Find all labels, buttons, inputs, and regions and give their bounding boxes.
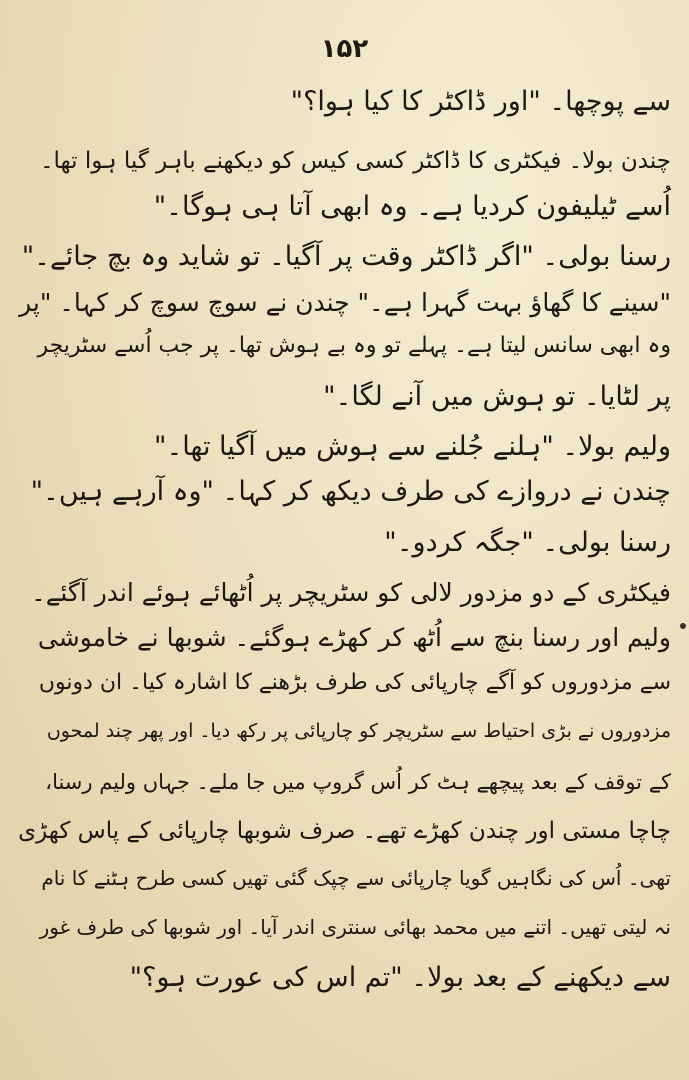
text-line-12: ولیم اور رسنا بنچ سے اُٹھ کر کھڑے ہوگئے۔ شوبھا نے خاموشی <box>37 623 671 652</box>
text-line-16: چاچا مستی اور چندن کھڑے تھے۔ صرف شوبھا چارپائی کے پاس کھڑی <box>18 818 671 844</box>
text-line-7: پر لٹایا۔ تو ہوش میں آنے لگا۔" <box>323 381 671 412</box>
text-line-11: فیکٹری کے دو مزدور لالی کو سٹریچر پر اُٹھائے ہوئے اندر آگئے۔ <box>31 578 671 607</box>
text-line-15: کے توقف کے بعد پیچھے ہٹ کر اُس گروپ میں جا ملے۔ جہاں ولیم رسنا، <box>45 770 671 794</box>
ink-speck <box>680 623 686 629</box>
text-line-5: "سینے کا گھاؤ بہت گہرا ہے۔" چندن نے سوچ سوچ کر کہا۔ "پر <box>19 288 671 317</box>
page-number: ۱۵۲ <box>320 34 369 64</box>
text-line-14: مزدوروں نے بڑی احتیاط سے سٹریچر کو چارپائی پر رکھ دیا۔ اور پھر چند لمحوں <box>46 720 671 742</box>
text-line-13: سے مزدوروں کو آگے چارپائی کی طرف بڑھنے کا اشارہ کیا۔ ان دونوں <box>38 670 671 695</box>
text-line-1: سے پوچھا۔ "اور ڈاکٹر کا کیا ہوا؟" <box>290 86 671 117</box>
text-line-19: سے دیکھنے کے بعد بولا۔ "تم اس کی عورت ہو؟" <box>129 962 671 993</box>
text-line-6: وہ ابھی سانس لیتا ہے۔ پہلے تو وہ بے ہوش تھا۔ پر جب اُسے سٹریچر <box>37 333 671 358</box>
text-line-8: ولیم بولا۔ "ہلنے جُلنے سے ہوش میں آگیا تھا۔" <box>154 431 671 462</box>
text-line-18: نہ لیتی تھیں۔ اتنے میں محمد بھائی سنتری اندر آیا۔ اور شوبھا کی طرف غور <box>39 915 671 939</box>
text-line-4: رسنا بولی۔ "اگر ڈاکٹر وقت پر آگیا۔ تو شاید وہ بچ جائے۔" <box>21 241 671 272</box>
text-line-9: چندن نے دروازے کی طرف دیکھ کر کہا۔ "وہ آرہے ہیں۔" <box>30 476 671 507</box>
text-line-17: تھی۔ اُس کی نگاہیں گویا چارپائی سے چپک گئی تھیں کسی طرح ہٹنے کا نام <box>41 866 671 890</box>
text-line-10: رسنا بولی۔ "جگہ کردو۔" <box>384 527 671 558</box>
text-line-2: چندن بولا۔ فیکٹری کا ڈاکٹر کسی کیس کو دیکھنے باہر گیا ہوا تھا۔ <box>40 148 671 174</box>
text-line-3: اُسے ٹیلیفون کردیا ہے۔ وہ ابھی آتا ہی ہوگا۔" <box>153 191 671 222</box>
